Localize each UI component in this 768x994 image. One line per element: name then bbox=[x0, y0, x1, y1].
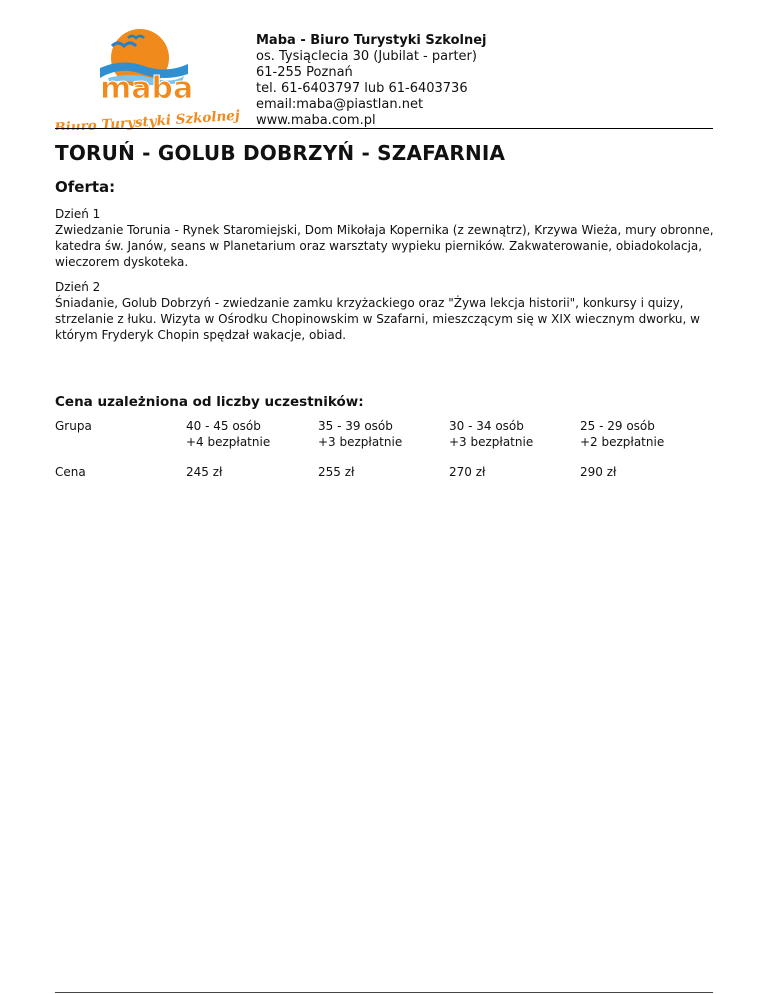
group-row-label: Grupa bbox=[55, 419, 92, 433]
company-website[interactable]: www.maba.com.pl bbox=[256, 113, 376, 128]
day-1-text: Zwiedzanie Torunia - Rynek Staromiejski, Dom Mikołaja Kopernika (z zewnątrz), Krzywa Wieża, mury obronne, katedra św. Janów, seans w Planetarium oraz warsztaty wypieku pierników. Zakwaterowanie, obiadokolacja, wieczorem dyskoteka. bbox=[55, 223, 714, 269]
group-free-places: +3 bezpłatnie bbox=[318, 435, 403, 449]
page-title: TORUŃ - GOLUB DOBRZYŃ - SZAFARNIA bbox=[55, 141, 506, 165]
day-1-section bbox=[55, 206, 715, 270]
price-table bbox=[55, 418, 720, 480]
offer-heading: Oferta: bbox=[55, 178, 116, 196]
group-size: 40 - 45 osób bbox=[186, 419, 261, 433]
price-cell: 290 zł bbox=[580, 465, 617, 479]
company-phone: tel. 61-6403797 lub 61-6403736 bbox=[256, 81, 468, 96]
group-size: 35 - 39 osób bbox=[318, 419, 393, 433]
table-row-price bbox=[55, 464, 720, 480]
group-free-places: +2 bezpłatnie bbox=[580, 435, 665, 449]
logo-brand-text: maba bbox=[100, 71, 194, 106]
price-cell: 245 zł bbox=[186, 465, 223, 479]
price-cell: 255 zł bbox=[318, 465, 355, 479]
group-size: 30 - 34 osób bbox=[449, 419, 524, 433]
group-cell bbox=[186, 418, 318, 464]
company-email[interactable]: email:maba@piastlan.net bbox=[256, 97, 424, 112]
letterhead bbox=[0, 0, 768, 130]
header-divider bbox=[55, 128, 713, 129]
day-2-label: Dzień 2 bbox=[55, 280, 101, 294]
company-postal: 61-255 Poznań bbox=[256, 65, 353, 80]
group-size: 25 - 29 osób bbox=[580, 419, 655, 433]
company-contact bbox=[256, 33, 487, 129]
price-cell: 270 zł bbox=[449, 465, 486, 479]
day-2-section bbox=[55, 279, 715, 343]
group-free-places: +3 bezpłatnie bbox=[449, 435, 534, 449]
price-heading: Cena uzależniona od liczby uczestników: bbox=[55, 394, 364, 410]
footer-divider bbox=[55, 992, 713, 993]
group-cell bbox=[580, 418, 720, 464]
maba-logo-graphic bbox=[52, 28, 242, 130]
day-1-label: Dzień 1 bbox=[55, 207, 101, 221]
logo-tagline-text: Biuro Turystyki Szkolnej bbox=[53, 107, 241, 130]
group-cell bbox=[449, 418, 580, 464]
day-2-text: Śniadanie, Golub Dobrzyń - zwiedzanie zamku krzyżackiego oraz "Żywa lekcja historii", konkursy i quizy, strzelanie z łuku. Wizyta w Ośrodku Chopinowskim w Szafarni, mieszczącym się w XIX wiecznym dworku, w którym Fryderyk Chopin spędzał wakacje, obiad. bbox=[55, 296, 700, 342]
group-cell bbox=[318, 418, 449, 464]
table-row-group bbox=[55, 418, 720, 464]
maba-logo bbox=[52, 28, 242, 130]
price-row-label: Cena bbox=[55, 465, 86, 479]
group-free-places: +4 bezpłatnie bbox=[186, 435, 271, 449]
company-address: os. Tysiąclecia 30 (Jubilat - parter) bbox=[256, 49, 477, 64]
company-name: Maba - Biuro Turystyki Szkolnej bbox=[256, 33, 487, 48]
